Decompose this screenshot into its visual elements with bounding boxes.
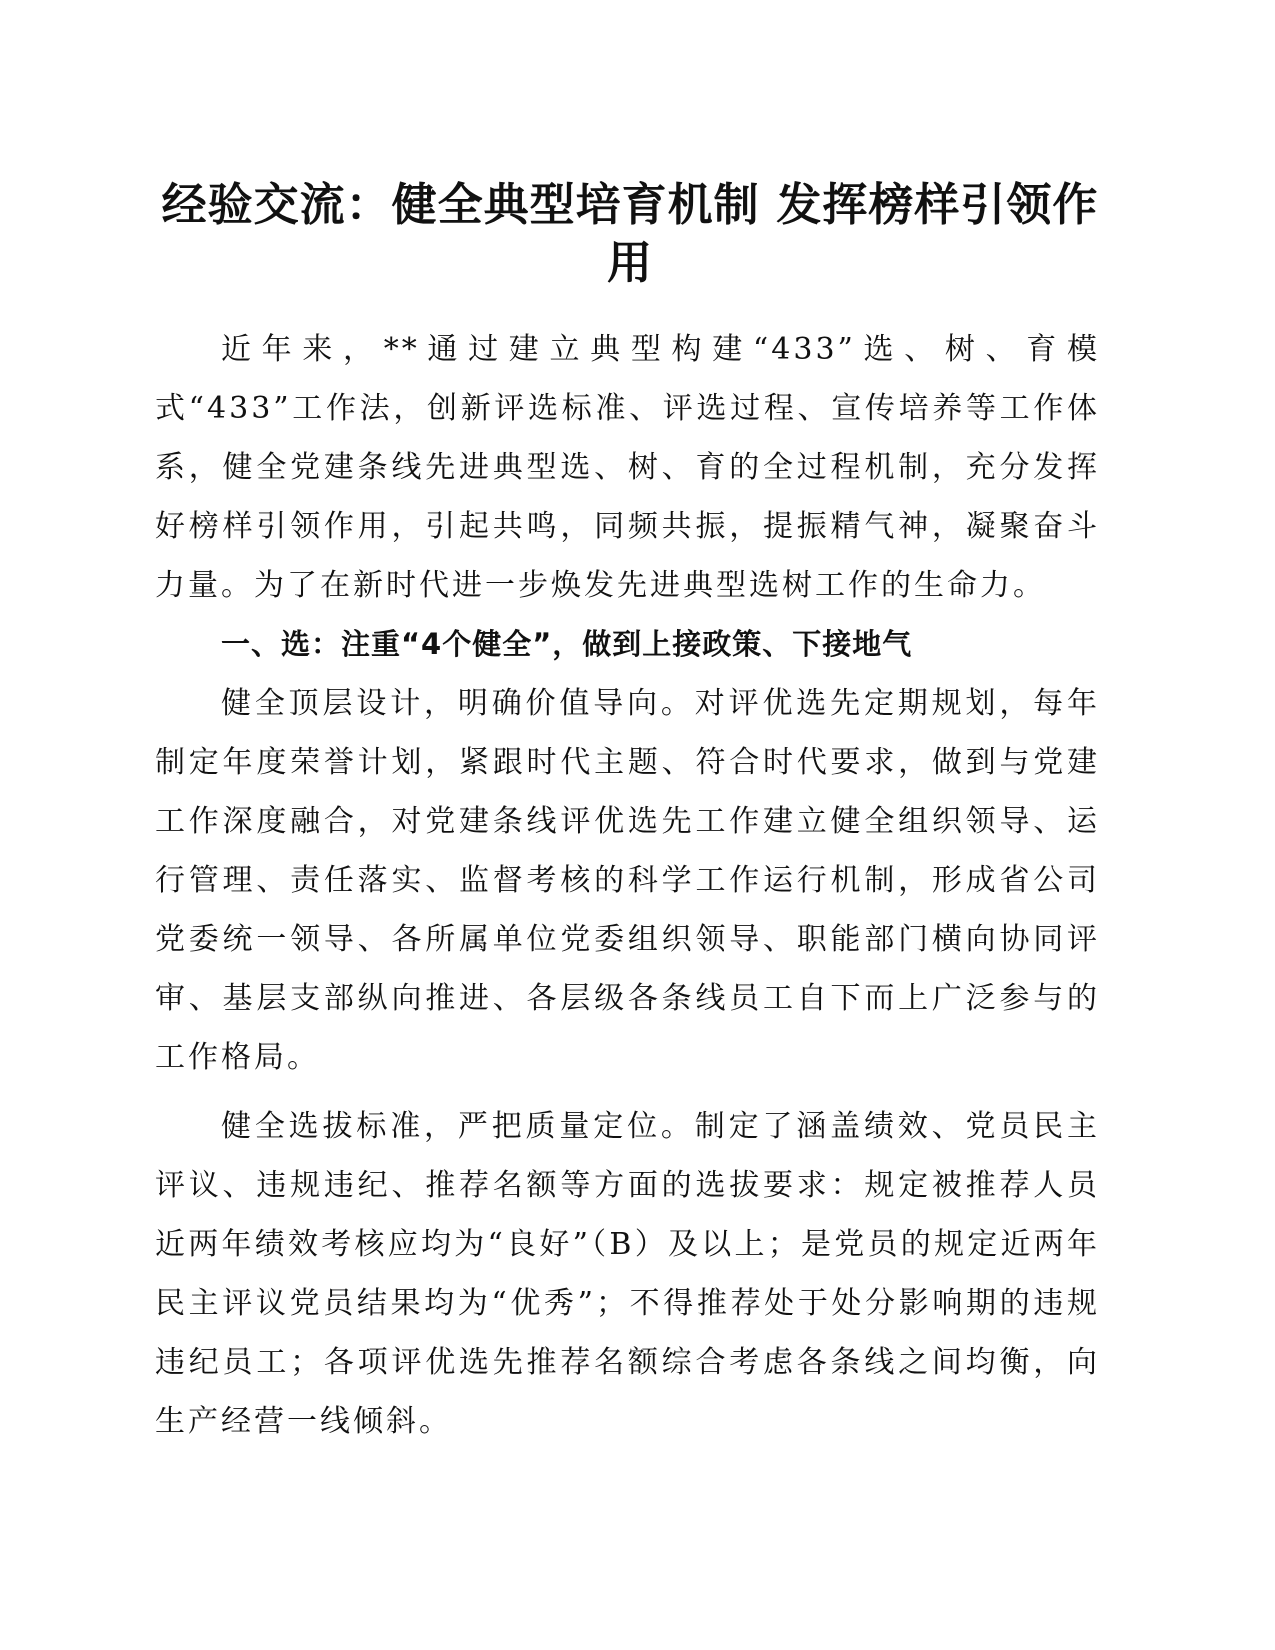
intro-paragraph: 近年来，**通过建立典型构建“433”选、树、育模式“433”工作法，创新评选标准、评选过程、宣传培养等工作体系，健全党建条线先进典型选、树、育的全过程机制，充分发挥好榜样引领作用，引起共鸣，同频共振，提振精气神，凝聚奋斗力量。为了在新时代进一步焕发先进典型选树工作的生命力。 — [155, 332, 1100, 603]
section-1-paragraph-1: 健全顶层设计，明确价值导向。对评优选先定期规划，每年制定年度荣誉计划，紧跟时代主题、符合时代要求，做到与党建工作深度融合，对党建条线评优选先工作建立健全组织领导、运行管理、责任落实、监督考核的科学工作运行机制，形成省公司党委统一领导、各所属单位党委组织领导、职能部门横向协同评审、基层支部纵向推进、各层级各条线员工自下而上广泛参与的工作格局。 — [155, 686, 1100, 1075]
document-body — [155, 320, 1100, 1451]
paragraph-gap — [155, 1087, 1100, 1097]
section-heading-1: 一、选：注重“4个健全”，做到上接政策、下接地气 — [221, 627, 913, 661]
section-1-paragraph-2: 健全选拔标准，严把质量定位。制定了涵盖绩效、党员民主评议、违规违纪、推荐名额等方面的选拔要求：规定被推荐人员近两年绩效考核应均为“良好”（B）及以上；是党员的规定近两年民主评议党员结果均为“优秀”；不得推荐处于处分影响期的违规违纪员工；各项评优选先推荐名额综合考虑各条线之间均衡，向生产经营一线倾斜。 — [155, 1109, 1100, 1439]
document-title: 经验交流：健全典型培育机制 发挥榜样引领作用 — [161, 178, 1099, 289]
